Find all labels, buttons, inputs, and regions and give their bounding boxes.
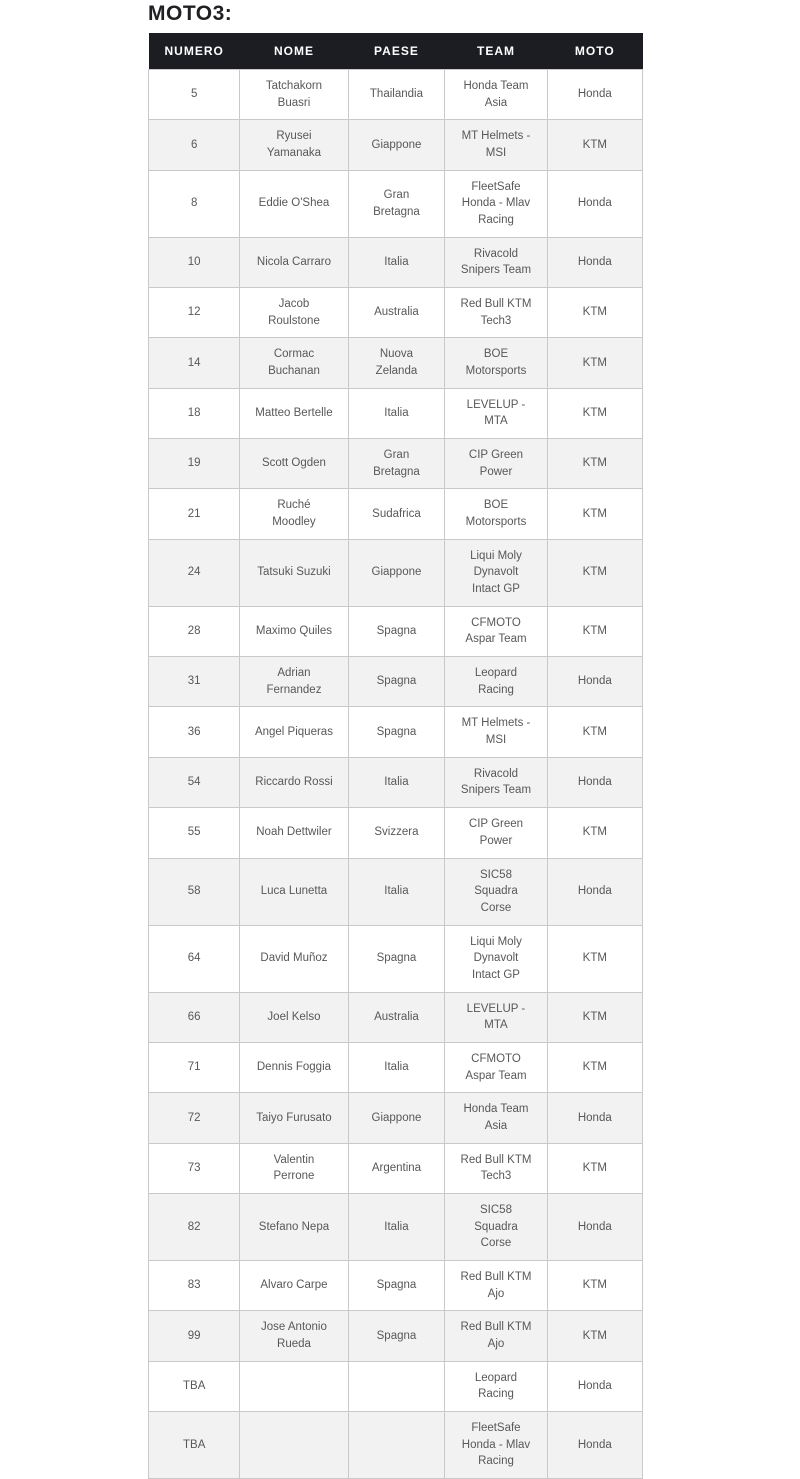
table-row [149, 170, 643, 237]
cell-paese: Italia [348, 388, 445, 438]
table-row [149, 657, 643, 707]
cell-nome: Scott Ogden [240, 439, 348, 489]
cell-moto: Honda [547, 1193, 642, 1260]
cell-numero: 28 [149, 606, 240, 656]
cell-nome: Jose Antonio Rueda [240, 1311, 348, 1361]
cell-numero: 72 [149, 1093, 240, 1143]
cell-moto: KTM [547, 606, 642, 656]
cell-team: LEVELUP - MTA [445, 992, 547, 1042]
cell-team: SIC58 Squadra Corse [445, 1193, 547, 1260]
cell-numero: 31 [149, 657, 240, 707]
table-row [149, 1411, 643, 1478]
table-row [149, 70, 643, 120]
table-row [149, 808, 643, 858]
cell-numero: 12 [149, 288, 240, 338]
cell-nome: Tatsuki Suzuki [240, 539, 348, 606]
table-row [149, 707, 643, 757]
cell-paese: Nuova Zelanda [348, 338, 445, 388]
cell-nome: Stefano Nepa [240, 1193, 348, 1260]
cell-paese: Italia [348, 1193, 445, 1260]
cell-moto: Honda [547, 1361, 642, 1411]
cell-team: Honda Team Asia [445, 1093, 547, 1143]
cell-nome: David Muñoz [240, 925, 348, 992]
cell-team: BOE Motorsports [445, 338, 547, 388]
cell-numero: TBA [149, 1411, 240, 1478]
cell-paese: Spagna [348, 1311, 445, 1361]
table-header-row [149, 33, 643, 70]
cell-paese: Gran Bretagna [348, 170, 445, 237]
cell-numero: 36 [149, 707, 240, 757]
cell-moto: KTM [547, 439, 642, 489]
cell-nome: Cormac Buchanan [240, 338, 348, 388]
cell-moto: KTM [547, 120, 642, 170]
cell-team: Rivacold Snipers Team [445, 237, 547, 287]
cell-moto: KTM [547, 1260, 642, 1310]
column-header-team: TEAM [445, 33, 547, 70]
cell-nome: Valentin Perrone [240, 1143, 348, 1193]
cell-numero: 99 [149, 1311, 240, 1361]
cell-team: Red Bull KTM Tech3 [445, 288, 547, 338]
cell-paese: Italia [348, 1042, 445, 1092]
cell-moto: KTM [547, 992, 642, 1042]
cell-team: CFMOTO Aspar Team [445, 1042, 547, 1092]
content-column [148, 2, 643, 1479]
cell-paese: Sudafrica [348, 489, 445, 539]
cell-numero: 54 [149, 757, 240, 807]
column-header-paese: PAESE [348, 33, 445, 70]
table-row [149, 992, 643, 1042]
cell-moto: Honda [547, 858, 642, 925]
cell-paese: Italia [348, 858, 445, 925]
table-row [149, 388, 643, 438]
cell-numero: 71 [149, 1042, 240, 1092]
table-row [149, 439, 643, 489]
table-row [149, 1093, 643, 1143]
cell-nome [240, 1411, 348, 1478]
cell-team: Leopard Racing [445, 657, 547, 707]
cell-numero: 21 [149, 489, 240, 539]
cell-team: BOE Motorsports [445, 489, 547, 539]
cell-team: CIP Green Power [445, 439, 547, 489]
table-row [149, 539, 643, 606]
cell-nome: Luca Lunetta [240, 858, 348, 925]
cell-moto: KTM [547, 388, 642, 438]
table-row [149, 288, 643, 338]
cell-team: LEVELUP - MTA [445, 388, 547, 438]
cell-paese: Gran Bretagna [348, 439, 445, 489]
cell-moto: KTM [547, 489, 642, 539]
riders-table-body [149, 70, 643, 1479]
table-row [149, 1143, 643, 1193]
cell-team: Rivacold Snipers Team [445, 757, 547, 807]
cell-nome: Taiyo Furusato [240, 1093, 348, 1143]
cell-team: MT Helmets - MSI [445, 707, 547, 757]
cell-paese: Australia [348, 288, 445, 338]
cell-moto: KTM [547, 338, 642, 388]
cell-numero: 64 [149, 925, 240, 992]
cell-team: FleetSafe Honda - Mlav Racing [445, 1411, 547, 1478]
cell-team: SIC58 Squadra Corse [445, 858, 547, 925]
cell-paese: Thailandia [348, 70, 445, 120]
cell-paese: Spagna [348, 1260, 445, 1310]
table-row [149, 925, 643, 992]
cell-moto: KTM [547, 707, 642, 757]
cell-numero: 73 [149, 1143, 240, 1193]
cell-nome: Jacob Roulstone [240, 288, 348, 338]
cell-team: Liqui Moly Dynavolt Intact GP [445, 539, 547, 606]
cell-team: Red Bull KTM Ajo [445, 1311, 547, 1361]
cell-paese [348, 1361, 445, 1411]
cell-paese: Spagna [348, 657, 445, 707]
cell-team: FleetSafe Honda - Mlav Racing [445, 170, 547, 237]
cell-paese: Giappone [348, 1093, 445, 1143]
cell-nome: Noah Dettwiler [240, 808, 348, 858]
column-header-moto: MOTO [547, 33, 642, 70]
table-row [149, 120, 643, 170]
cell-nome: Eddie O'Shea [240, 170, 348, 237]
table-row [149, 757, 643, 807]
cell-numero: 6 [149, 120, 240, 170]
cell-moto: KTM [547, 1143, 642, 1193]
table-row [149, 858, 643, 925]
cell-moto: KTM [547, 1311, 642, 1361]
cell-moto: Honda [547, 170, 642, 237]
table-row [149, 1193, 643, 1260]
cell-numero: 18 [149, 388, 240, 438]
cell-paese: Spagna [348, 925, 445, 992]
cell-moto: KTM [547, 288, 642, 338]
cell-nome: Matteo Bertelle [240, 388, 348, 438]
column-header-nome: NOME [240, 33, 348, 70]
cell-numero: 83 [149, 1260, 240, 1310]
cell-paese: Italia [348, 237, 445, 287]
table-row [149, 338, 643, 388]
cell-nome: Tatchakorn Buasri [240, 70, 348, 120]
cell-numero: 8 [149, 170, 240, 237]
cell-paese: Australia [348, 992, 445, 1042]
cell-nome: Angel Piqueras [240, 707, 348, 757]
column-header-numero: NUMERO [149, 33, 240, 70]
cell-moto: KTM [547, 925, 642, 992]
cell-moto: Honda [547, 1411, 642, 1478]
cell-nome: Alvaro Carpe [240, 1260, 348, 1310]
table-row [149, 489, 643, 539]
cell-team: Leopard Racing [445, 1361, 547, 1411]
cell-moto: Honda [547, 1093, 642, 1143]
cell-numero: 55 [149, 808, 240, 858]
cell-moto: Honda [547, 237, 642, 287]
cell-moto: KTM [547, 539, 642, 606]
cell-paese: Spagna [348, 707, 445, 757]
cell-nome: Adrian Fernandez [240, 657, 348, 707]
table-row [149, 1311, 643, 1361]
cell-paese: Argentina [348, 1143, 445, 1193]
cell-numero: 5 [149, 70, 240, 120]
table-row [149, 1042, 643, 1092]
page-title: MOTO3: [148, 2, 233, 25]
cell-numero: TBA [149, 1361, 240, 1411]
cell-numero: 58 [149, 858, 240, 925]
cell-team: MT Helmets - MSI [445, 120, 547, 170]
cell-numero: 24 [149, 539, 240, 606]
cell-team: CIP Green Power [445, 808, 547, 858]
cell-nome: Ruché Moodley [240, 489, 348, 539]
cell-nome [240, 1361, 348, 1411]
cell-nome: Dennis Foggia [240, 1042, 348, 1092]
cell-moto: Honda [547, 657, 642, 707]
cell-moto: KTM [547, 808, 642, 858]
cell-numero: 19 [149, 439, 240, 489]
cell-numero: 10 [149, 237, 240, 287]
cell-moto: Honda [547, 757, 642, 807]
table-row [149, 1361, 643, 1411]
cell-moto: Honda [547, 70, 642, 120]
cell-team: Honda Team Asia [445, 70, 547, 120]
cell-numero: 82 [149, 1193, 240, 1260]
cell-paese: Svizzera [348, 808, 445, 858]
cell-team: Red Bull KTM Ajo [445, 1260, 547, 1310]
table-row [149, 237, 643, 287]
cell-nome: Nicola Carraro [240, 237, 348, 287]
cell-nome: Joel Kelso [240, 992, 348, 1042]
cell-team: Red Bull KTM Tech3 [445, 1143, 547, 1193]
cell-nome: Riccardo Rossi [240, 757, 348, 807]
cell-paese: Spagna [348, 606, 445, 656]
cell-numero: 66 [149, 992, 240, 1042]
cell-team: CFMOTO Aspar Team [445, 606, 547, 656]
riders-table [148, 33, 643, 1479]
cell-moto: KTM [547, 1042, 642, 1092]
cell-paese [348, 1411, 445, 1478]
cell-paese: Giappone [348, 120, 445, 170]
cell-team: Liqui Moly Dynavolt Intact GP [445, 925, 547, 992]
cell-nome: Maximo Quiles [240, 606, 348, 656]
cell-paese: Giappone [348, 539, 445, 606]
table-row [149, 1260, 643, 1310]
cell-numero: 14 [149, 338, 240, 388]
table-row [149, 606, 643, 656]
cell-nome: Ryusei Yamanaka [240, 120, 348, 170]
cell-paese: Italia [348, 757, 445, 807]
